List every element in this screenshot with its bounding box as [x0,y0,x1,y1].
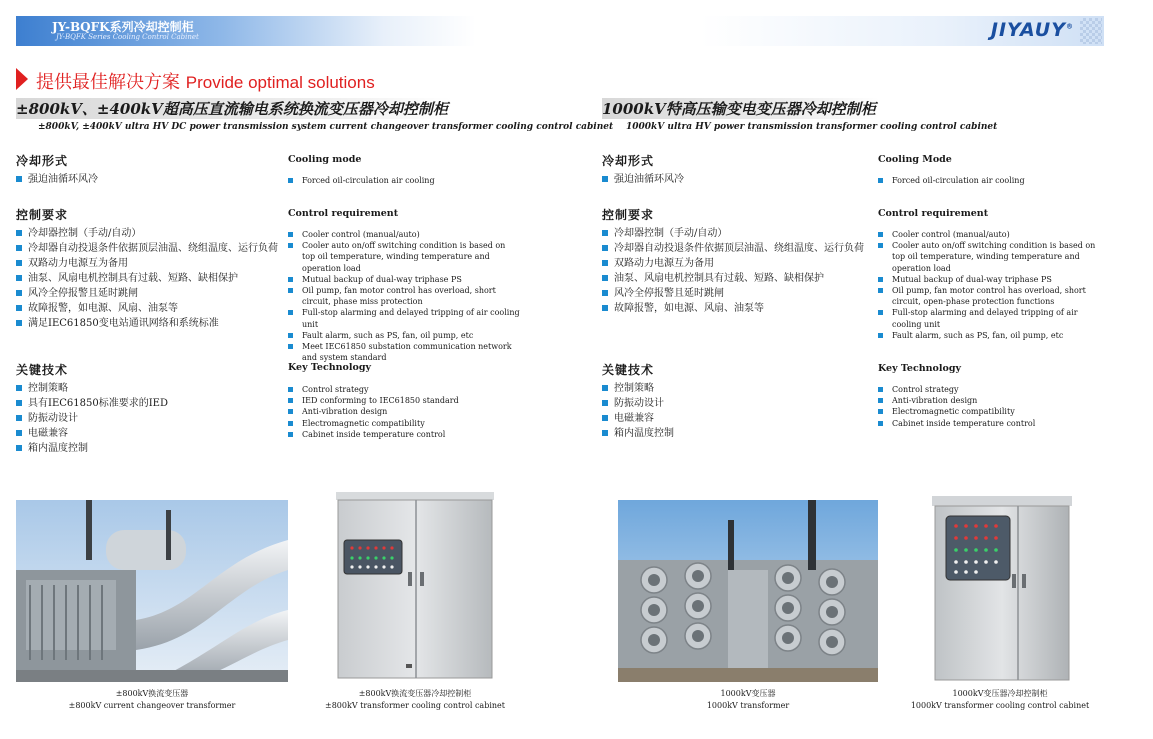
photo-1000kv-transformer [618,500,878,682]
photo-1000kv-cabinet [932,496,1072,682]
list-item: 故障报警，如电源、风扇、油泵等 [602,301,864,316]
section-title: 提供最佳解决方案 Provide optimal solutions [36,72,375,93]
header-banner-left [16,16,476,46]
p1-control-heading-en: Control requirement [288,208,399,219]
list-item: Anti-vibration design [288,406,520,417]
list-item: 风冷全停报警且延时跳闸 [16,286,278,301]
red-arrow-icon [16,68,28,90]
p1-key-heading-cn: 关键技术 [16,363,69,377]
product1-title-cn: ±800kV、±400kV超高压直流输电系统换流变压器冷却控制柜 [16,98,452,119]
header-title-cn: JY-BQFK系列冷却控制柜 [52,20,194,34]
p1-control-heading-cn: 控制要求 [16,208,69,222]
photo-800kv-cabinet [336,492,494,680]
photo-800kv-cabinet-caption: ±800kV换流变压器冷却控制柜 ±800kV transformer cooling control cabinet [325,689,505,710]
product2-title-cn: 1000kV特高压输变电变压器冷却控制柜 [602,98,880,119]
list-item: Cooler control (manual/auto) [288,229,520,240]
p2-key-list-en [878,384,1108,429]
list-item: Fault alarm, such as PS, fan, oil pump, etc [878,330,1108,341]
list-item: Mutual backup of dual-way triphase PS [288,274,520,285]
p2-key-heading-en: Key Technology [878,363,961,374]
list-item: Cooler auto on/off switching condition is based on top oil temperature, winding temperature and operation load [878,240,1108,274]
list-item: 冷却器自动投退条件依据顶层油温、绕组温度、运行负荷 [602,241,864,256]
photo-800kv-transformer-caption: ±800kV换流变压器 ±800kV current changeover transformer [68,689,236,710]
p2-control-list-en [878,229,1108,341]
list-item: Full-stop alarming and delayed tripping of air cooling unit [288,307,520,329]
p1-cooling-heading-cn: 冷却形式 [16,154,69,168]
list-item: 控制策略 [16,381,168,396]
list-item: 控制策略 [602,381,674,396]
checker-pattern-icon [1080,18,1102,44]
product1-title-en: ±800kV, ±400kV ultra HV DC power transmission system current changeover transformer cooling control cabinet [38,122,614,132]
list-item: 防振动设计 [602,396,674,411]
brand-logo: JIYAUY® [990,19,1074,41]
list-item: Forced oil-circulation air cooling [288,175,520,186]
p1-cooling-list-cn [16,172,98,187]
list-item: Forced oil-circulation air cooling [878,175,1110,186]
list-item: 防振动设计 [16,411,168,426]
photo-1000kv-cabinet-caption: 1000kV变压器冷却控制柜 1000kV transformer cooling control cabinet [910,689,1090,710]
list-item: 电磁兼容 [16,426,168,441]
list-item: Full-stop alarming and delayed tripping of air cooling unit [878,307,1108,329]
p2-cooling-heading-cn: 冷却形式 [602,154,655,168]
list-item: 电磁兼容 [602,411,674,426]
list-item: 风冷全停报警且延时跳闸 [602,286,864,301]
list-item: 强迫油循环风冷 [16,172,98,187]
p1-control-list-cn [16,226,278,331]
list-item: Cabinet inside temperature control [288,429,520,440]
photo-1000kv-transformer-caption: 1000kV变压器 1000kV transformer [706,689,790,710]
list-item: IED conforming to IEC61850 standard [288,395,520,406]
list-item: Cooler auto on/off switching condition is based on top oil temperature, winding temperature and operation load [288,240,520,274]
list-item: Meet IEC61850 substation communication network and system standard [288,341,520,363]
p1-control-list-en [288,229,520,363]
list-item: 箱内温度控制 [16,441,168,456]
list-item: Oil pump, fan motor control has overload, short circuit, phase miss protection [288,285,520,307]
list-item: 冷却器自动投退条件依据顶层油温、绕组温度、运行负荷 [16,241,278,256]
list-item: 具有IEC61850标准要求的IED [16,396,168,411]
product2-title-en: 1000kV ultra HV power transmission transformer cooling control cabinet [626,122,998,132]
list-item: Cooler control (manual/auto) [878,229,1108,240]
p2-cooling-heading-en: Cooling Mode [878,154,952,165]
p1-key-heading-en: Key Technology [288,362,371,373]
header-banner-right [700,16,1104,46]
p2-control-heading-en: Control requirement [878,208,989,219]
list-item: 双路动力电源互为备用 [16,256,278,271]
list-item: Oil pump, fan motor control has overload, short circuit, open-phase protection functions [878,285,1108,307]
list-item: Control strategy [288,384,520,395]
p2-key-list-cn [602,381,674,441]
p2-cooling-list-cn [602,172,684,187]
list-item: Electromagnetic compatibility [288,418,520,429]
list-item: Cabinet inside temperature control [878,418,1108,429]
list-item: 冷却器控制（手动/自动） [602,226,864,241]
p1-cooling-list-en [288,175,520,186]
list-item: 油泵、风扇电机控制具有过载、短路、缺相保护 [602,271,864,286]
p2-control-list-cn [602,226,864,316]
list-item: Fault alarm, such as PS, fan, oil pump, etc [288,330,520,341]
list-item: 故障报警，如电源、风扇、油泵等 [16,301,278,316]
header-title-en: JY-BQFK Series Cooling Control Cabinet [56,33,199,41]
list-item: 双路动力电源互为备用 [602,256,864,271]
list-item: 油泵、风扇电机控制具有过载、短路、缺相保护 [16,271,278,286]
list-item: Electromagnetic compatibility [878,406,1108,417]
p2-cooling-list-en [878,175,1110,186]
p1-cooling-heading-en: Cooling mode [288,154,362,165]
p1-key-list-en [288,384,520,440]
list-item: Mutual backup of dual-way triphase PS [878,274,1108,285]
p1-key-list-cn [16,381,168,456]
list-item: 满足IEC61850变电站通讯网络和系统标准 [16,316,278,331]
list-item: 冷却器控制（手动/自动） [16,226,278,241]
list-item: Control strategy [878,384,1108,395]
photo-800kv-transformer [16,500,288,682]
list-item: 强迫油循环风冷 [602,172,684,187]
p2-control-heading-cn: 控制要求 [602,208,655,222]
list-item: Anti-vibration design [878,395,1108,406]
p2-key-heading-cn: 关键技术 [602,363,655,377]
list-item: 箱内温度控制 [602,426,674,441]
